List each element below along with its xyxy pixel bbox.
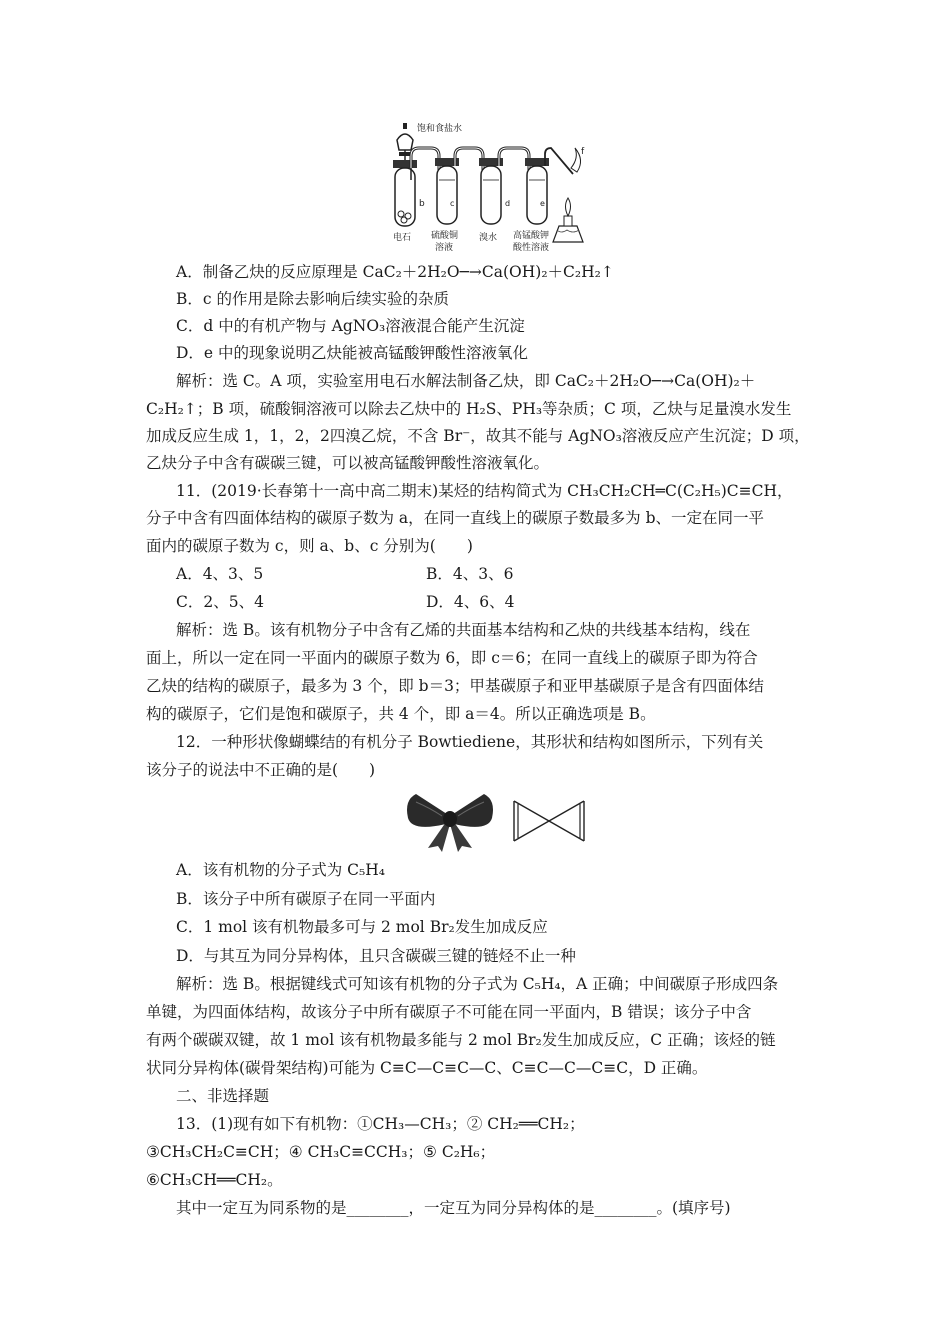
tube4-label-1: 高锰酸钾 — [513, 231, 550, 241]
tube4-label-2: 酸性溶液 — [513, 243, 550, 253]
q12-answer-line2: 单键，为四面体结构，故该分子中所有碳原子不可能在同一平面内，B 错误；该分子中含 — [146, 1003, 752, 1021]
q11-answer-line4: 构的碳原子，它们是饱和碳原子，共 4 个，即 a＝4。所以正确选项是 B。 — [146, 705, 656, 723]
label-f: f — [581, 147, 585, 157]
q13-line2: ③CH₃CH₂C≡CH；④ CH₃C≡CCH₃；⑤ C₂H₆； — [146, 1143, 496, 1161]
q10-option-c: C．d 中的有机产物与 AgNO₃溶液混合能产生沉淀 — [176, 317, 525, 335]
section-heading: 二、非选择题 — [176, 1087, 270, 1105]
q12-answer-line3: 有两个碳碳双键，故 1 mol 该有机物最多能与 2 mol Br₂发生加成反应，C 正确；该烃的链 — [146, 1031, 776, 1049]
q12-option-a: A．该有机物的分子式为 C₅H₄ — [176, 861, 385, 879]
q13-line1: 13．(1)现有如下有机物：①CH₃—CH₃；② CH₂══CH₂； — [176, 1115, 585, 1133]
q10-option-a: A．制备乙炔的反应原理是 CaC₂＋2H₂O─→Ca(OH)₂＋C₂H₂↑ — [176, 263, 614, 281]
q10-answer-line2: C₂H₂↑；B 项，硫酸铜溶液可以除去乙炔中的 H₂S、PH₃等杂质；C 项，乙炔与足量溴水发生 — [146, 400, 792, 418]
tube2-label-1: 硫酸铜 — [431, 231, 459, 241]
q12-answer-line1: 解析：选 B。根据键线式可知该有机物的分子式为 C₅H₄，A 正确；中间碳原子形成四条 — [176, 975, 779, 993]
q12-stem-line1: 12．一种形状像蝴蝶结的有机分子 Bowtiediene，其形状和结构如图所示，下列有关 — [176, 733, 764, 751]
q12-option-b: B．该分子中所有碳原子在同一平面内 — [176, 890, 436, 908]
q11-option-a: A．4、3、5 — [176, 565, 264, 583]
tube3-label: 溴水 — [479, 233, 498, 243]
q11-stem-line2: 分子中含有四面体结构的碳原子数为 a，在同一直线上的碳原子数最多为 b、一定在同一平 — [146, 509, 765, 527]
tube1-label: 电石 — [393, 233, 412, 243]
q12-option-c: C．1 mol 该有机物最多可与 2 mol Br₂发生加成反应 — [176, 918, 548, 936]
q11-answer-line3: 乙炔的结构的碳原子，最多为 3 个，即 b＝3；甲基碳原子和亚甲基碳原子是含有四面体结 — [146, 677, 764, 695]
label-c: c — [450, 199, 455, 208]
q10-answer-line4: 乙炔分子中含有碳碳三键，可以被高锰酸钾酸性溶液氧化。 — [146, 454, 550, 472]
q10-answer-line1: 解析：选 C。A 项，实验室用电石水解法制备乙炔，即 CaC₂＋2H₂O─→Ca(OH)₂＋ — [176, 372, 756, 390]
q11-option-c: C．2、5、4 — [176, 593, 264, 611]
q12-option-d: D．与其互为同分异构体，且只含碳碳三键的链烃不止一种 — [176, 947, 576, 965]
label-e: e — [540, 199, 545, 208]
q13-line4: 其中一定互为同系物的是________，一定互为同分异构体的是________。(填序号) — [176, 1199, 731, 1217]
tube2-label-2: 溶液 — [435, 243, 454, 253]
bowtiediene-structure — [510, 798, 588, 844]
q11-answer-line2: 面上，所以一定在同一平面内的碳原子数为 6，即 c＝6；在同一直线上的碳原子即为符合 — [146, 649, 758, 667]
label-b: b — [419, 199, 425, 209]
funnel-label: 饱和食盐水 — [417, 124, 463, 134]
apparatus-figure — [375, 118, 590, 258]
q11-option-b: B．4、3、6 — [426, 565, 514, 583]
q11-option-d: D．4、6、4 — [426, 593, 515, 611]
q13-line3: ⑥CH₃CH══CH₂。 — [146, 1171, 283, 1189]
q11-stem-line1: 11．(2019·长春第十一高中高二期末)某烃的结构简式为 CH₃CH₂CH═C(C₂H₅)C≡CH， — [176, 482, 793, 500]
q12-answer-line4: 状同分异构体(碳骨架结构)可能为 C≡C—C≡C—C、C≡C—C—C≡C，D 正确。 — [146, 1059, 708, 1077]
q12-stem-line2: 该分子的说法中不正确的是( ) — [146, 761, 376, 779]
q10-option-b: B．c 的作用是除去影响后续实验的杂质 — [176, 290, 449, 308]
label-d: d — [505, 199, 511, 208]
q10-answer-line3: 加成反应生成 1，1，2，2四溴乙烷，不含 Br⁻，故其不能与 AgNO₃溶液反应产生沉淀；D 项， — [146, 427, 810, 445]
q10-option-d: D．e 中的现象说明乙炔能被高锰酸钾酸性溶液氧化 — [176, 344, 529, 362]
q11-answer-line1: 解析：选 B。该有机物分子中含有乙烯的共面基本结构和乙炔的共线基本结构，线在 — [176, 621, 751, 639]
bow-image — [402, 788, 498, 854]
q11-stem-line3: 面内的碳原子数为 c，则 a、b、c 分别为( ) — [146, 537, 473, 555]
